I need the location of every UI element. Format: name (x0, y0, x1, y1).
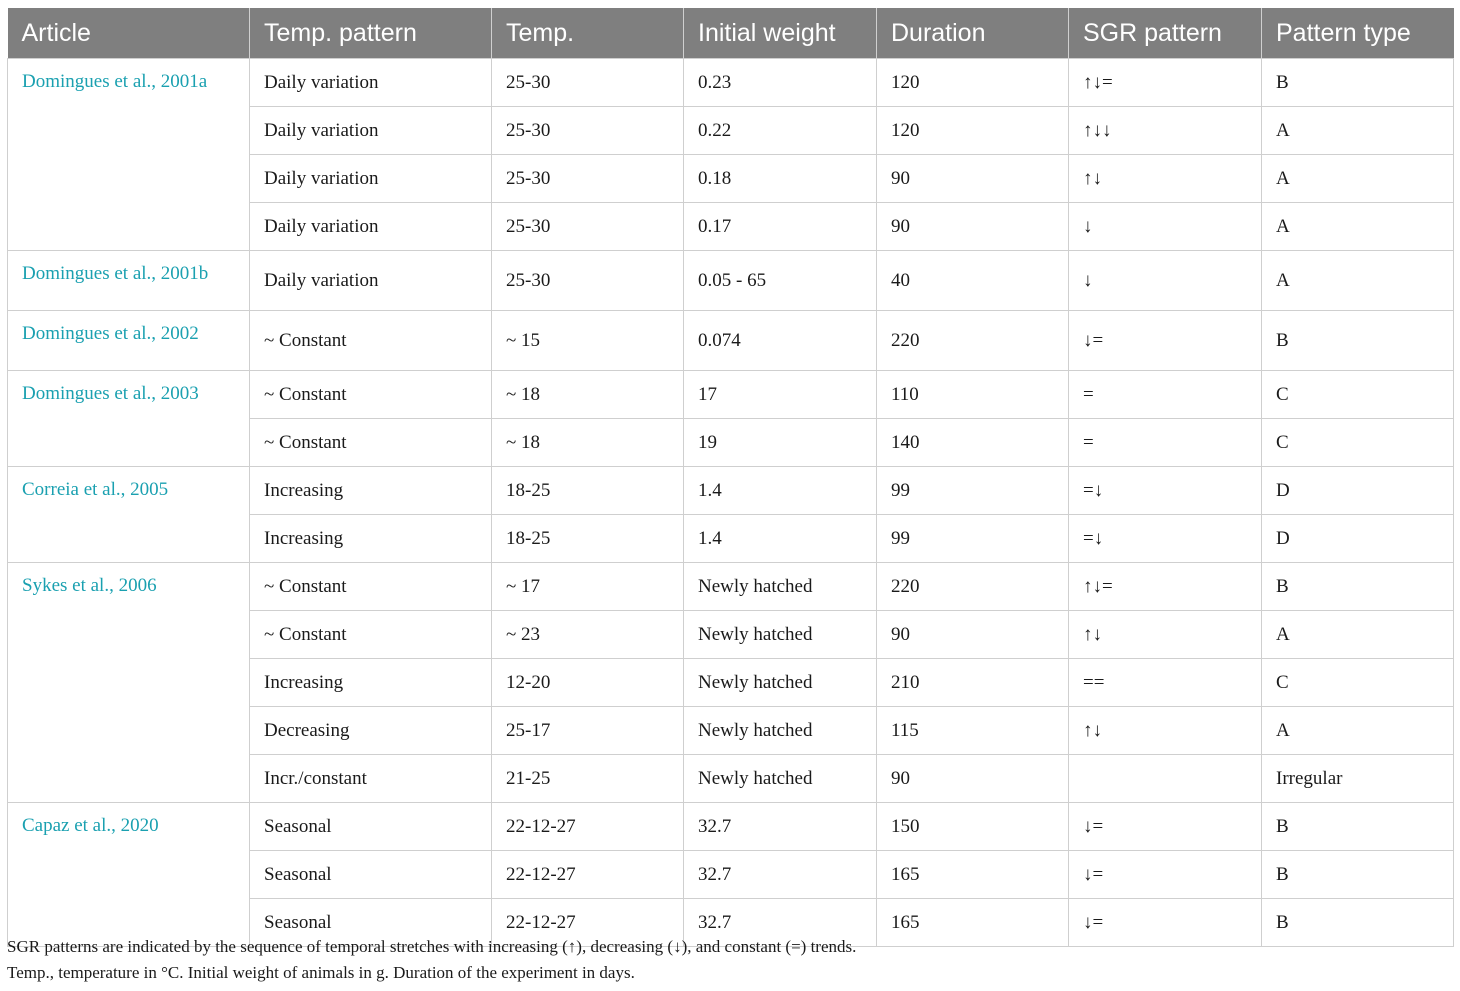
duration-cell: 90 (877, 755, 1069, 803)
temp-pattern-cell: Daily variation (250, 155, 492, 203)
sgr-pattern-cell: =↓ (1069, 467, 1262, 515)
header-pattern-type: Pattern type (1262, 8, 1454, 59)
article-link[interactable]: Capaz et al., 2020 (8, 803, 250, 947)
initial-weight-cell: 17 (684, 371, 877, 419)
sgr-pattern-cell: ↓= (1069, 899, 1262, 947)
temp-cell: 25-30 (492, 107, 684, 155)
duration-cell: 99 (877, 515, 1069, 563)
temp-cell: 25-30 (492, 203, 684, 251)
initial-weight-cell: Newly hatched (684, 563, 877, 611)
temp-cell: ~ 17 (492, 563, 684, 611)
pattern-type-cell: C (1262, 419, 1454, 467)
temp-cell: 18-25 (492, 467, 684, 515)
temp-cell: ~ 18 (492, 371, 684, 419)
sgr-pattern-cell: ↓= (1069, 311, 1262, 371)
sgr-pattern-cell: ↓ (1069, 251, 1262, 311)
temp-cell: 22-12-27 (492, 803, 684, 851)
duration-cell: 220 (877, 563, 1069, 611)
duration-cell: 150 (877, 803, 1069, 851)
article-link[interactable]: Domingues et al., 2001a (8, 59, 250, 251)
temp-pattern-cell: Daily variation (250, 59, 492, 107)
temp-pattern-cell: Increasing (250, 467, 492, 515)
temp-pattern-cell: ~ Constant (250, 611, 492, 659)
duration-cell: 90 (877, 155, 1069, 203)
initial-weight-cell: 19 (684, 419, 877, 467)
duration-cell: 99 (877, 467, 1069, 515)
table-row (8, 251, 1454, 311)
initial-weight-cell: 0.17 (684, 203, 877, 251)
sgr-pattern-cell: =↓ (1069, 515, 1262, 563)
duration-cell: 165 (877, 899, 1069, 947)
temp-cell: ~ 18 (492, 419, 684, 467)
pattern-type-cell: A (1262, 155, 1454, 203)
temp-pattern-cell: ~ Constant (250, 311, 492, 371)
duration-cell: 90 (877, 611, 1069, 659)
sgr-pattern-cell: ↑↓↓ (1069, 107, 1262, 155)
duration-cell: 115 (877, 707, 1069, 755)
duration-cell: 210 (877, 659, 1069, 707)
temp-pattern-cell: Increasing (250, 659, 492, 707)
temp-cell: ~ 15 (492, 311, 684, 371)
pattern-type-cell: B (1262, 59, 1454, 107)
header-row (8, 8, 1454, 59)
sgr-pattern-cell: ↑↓ (1069, 707, 1262, 755)
pattern-type-cell: B (1262, 563, 1454, 611)
temp-cell: 25-30 (492, 251, 684, 311)
sgr-pattern-cell: = (1069, 371, 1262, 419)
initial-weight-cell: 0.22 (684, 107, 877, 155)
sgr-pattern-cell: ↓= (1069, 803, 1262, 851)
temp-cell: 22-12-27 (492, 851, 684, 899)
duration-cell: 40 (877, 251, 1069, 311)
sgr-pattern-cell: ↑↓ (1069, 611, 1262, 659)
sgr-pattern-cell: == (1069, 659, 1262, 707)
temp-pattern-cell: Seasonal (250, 851, 492, 899)
initial-weight-cell: Newly hatched (684, 659, 877, 707)
table-row (8, 563, 1454, 611)
temp-pattern-cell: ~ Constant (250, 371, 492, 419)
temp-pattern-cell: Daily variation (250, 251, 492, 311)
temp-cell: 18-25 (492, 515, 684, 563)
sgr-pattern-cell: ↓ (1069, 203, 1262, 251)
pattern-type-cell: A (1262, 707, 1454, 755)
header-sgr-pattern: SGR pattern (1069, 8, 1262, 59)
temp-cell: 25-17 (492, 707, 684, 755)
article-link[interactable]: Domingues et al., 2002 (8, 311, 250, 371)
sgr-pattern-cell (1069, 755, 1262, 803)
temp-pattern-cell: Incr./constant (250, 755, 492, 803)
temp-cell: 25-30 (492, 155, 684, 203)
initial-weight-cell: Newly hatched (684, 611, 877, 659)
temp-cell: 25-30 (492, 59, 684, 107)
pattern-type-cell: Irregular (1262, 755, 1454, 803)
temp-cell: 22-12-27 (492, 899, 684, 947)
header-temp-pattern: Temp. pattern (250, 8, 492, 59)
temp-pattern-cell: ~ Constant (250, 563, 492, 611)
duration-cell: 90 (877, 203, 1069, 251)
duration-cell: 165 (877, 851, 1069, 899)
initial-weight-cell: Newly hatched (684, 707, 877, 755)
initial-weight-cell: 32.7 (684, 803, 877, 851)
pattern-type-cell: D (1262, 467, 1454, 515)
pattern-type-cell: B (1262, 311, 1454, 371)
article-link[interactable]: Sykes et al., 2006 (8, 563, 250, 803)
pattern-type-cell: A (1262, 611, 1454, 659)
initial-weight-cell: 0.18 (684, 155, 877, 203)
pattern-type-cell: A (1262, 203, 1454, 251)
header-initial-weight: Initial weight (684, 8, 877, 59)
duration-cell: 220 (877, 311, 1069, 371)
header-temp: Temp. (492, 8, 684, 59)
temp-pattern-cell: Seasonal (250, 899, 492, 947)
pattern-type-cell: A (1262, 107, 1454, 155)
temp-pattern-cell: Daily variation (250, 107, 492, 155)
footnote-sgr: SGR patterns are indicated by the sequence of temporal stretches with increasing (↑), decreasing (↓), and constant (=) trends. (7, 937, 857, 956)
temp-cell: 21-25 (492, 755, 684, 803)
header-duration: Duration (877, 8, 1069, 59)
pattern-type-cell: D (1262, 515, 1454, 563)
initial-weight-cell: 0.23 (684, 59, 877, 107)
temp-pattern-cell: Increasing (250, 515, 492, 563)
temp-cell: 12-20 (492, 659, 684, 707)
pattern-type-cell: C (1262, 659, 1454, 707)
duration-cell: 110 (877, 371, 1069, 419)
header-article: Article (8, 8, 250, 59)
initial-weight-cell: 32.7 (684, 899, 877, 947)
sgr-pattern-cell: ↑↓= (1069, 563, 1262, 611)
sgr-pattern-cell: ↑↓= (1069, 59, 1262, 107)
pattern-type-cell: B (1262, 803, 1454, 851)
temp-pattern-cell: Decreasing (250, 707, 492, 755)
temp-cell: ~ 23 (492, 611, 684, 659)
initial-weight-cell: 0.074 (684, 311, 877, 371)
duration-cell: 140 (877, 419, 1069, 467)
sgr-pattern-cell: ↓= (1069, 851, 1262, 899)
pattern-type-cell: A (1262, 251, 1454, 311)
initial-weight-cell: Newly hatched (684, 755, 877, 803)
footnote-units: Temp., temperature in °C. Initial weight of animals in g. Duration of the experiment in days. (7, 963, 635, 982)
table-row (8, 803, 1454, 851)
table-row (8, 311, 1454, 371)
pattern-type-cell: B (1262, 899, 1454, 947)
pattern-type-cell: C (1262, 371, 1454, 419)
temp-pattern-cell: Seasonal (250, 803, 492, 851)
initial-weight-cell: 32.7 (684, 851, 877, 899)
initial-weight-cell: 0.05 - 65 (684, 251, 877, 311)
sgr-pattern-cell: = (1069, 419, 1262, 467)
results-table (7, 8, 1454, 947)
initial-weight-cell: 1.4 (684, 515, 877, 563)
initial-weight-cell: 1.4 (684, 467, 877, 515)
sgr-pattern-cell: ↑↓ (1069, 155, 1262, 203)
table-row (8, 59, 1454, 107)
table-row (8, 371, 1454, 419)
article-link[interactable]: Domingues et al., 2003 (8, 371, 250, 467)
temp-pattern-cell: Daily variation (250, 203, 492, 251)
duration-cell: 120 (877, 107, 1069, 155)
temp-pattern-cell: ~ Constant (250, 419, 492, 467)
table-row (8, 467, 1454, 515)
article-link[interactable]: Correia et al., 2005 (8, 467, 250, 563)
article-link[interactable]: Domingues et al., 2001b (8, 251, 250, 311)
pattern-type-cell: B (1262, 851, 1454, 899)
duration-cell: 120 (877, 59, 1069, 107)
